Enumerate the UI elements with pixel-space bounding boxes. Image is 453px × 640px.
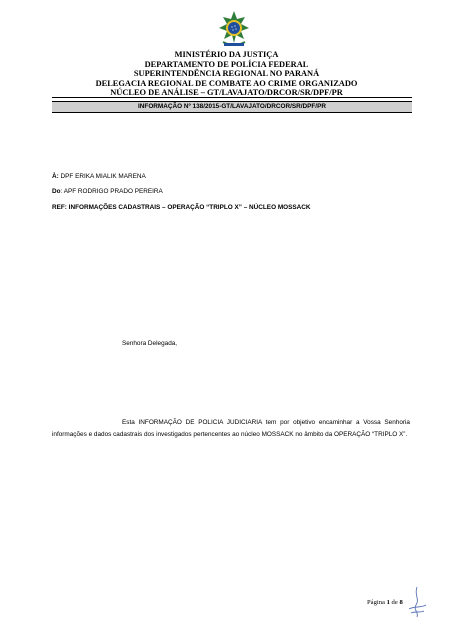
body-text: Esta INFORMAÇÃO DE POLICIA JUDICIARIA tem por objetivo encaminhar a Vossa Senhoria informações e dados cadastrais dos investigados pertencentes ao núcleo MOSSACK no âmbito da OPERAÇÃO “TRIPLO X”. xyxy=(52,419,410,438)
page-total: 8 xyxy=(399,599,403,606)
from-line xyxy=(52,188,163,196)
to-value: DPF ERIKA MIALIK MARENA xyxy=(58,173,146,180)
salutation: Senhora Delegada, xyxy=(122,340,178,347)
page-word: Página xyxy=(367,599,387,606)
header-divider xyxy=(52,97,412,98)
to-label: À: xyxy=(52,173,59,180)
to-line xyxy=(52,173,146,181)
of-word: de xyxy=(389,599,400,606)
page-number: 1 xyxy=(386,599,390,606)
info-title: INFORMAÇÃO Nº 138/2015-GT/LAVAJATO/DRCOR/SR/DPF/PR xyxy=(138,103,326,110)
header-superintendence: SUPERINTENDÊNCIA REGIONAL NO PARANÁ xyxy=(133,69,320,79)
from-value: : APF RODRIGO PRADO PEREIRA xyxy=(60,188,163,195)
ref-line: REF: INFORMAÇÕES CADASTRAIS – OPERAÇÃO “TRIPLO X” – NÚCLEO MOSSACK xyxy=(52,204,311,211)
brasao-seal-icon xyxy=(217,10,251,48)
page-footer xyxy=(367,599,403,606)
signature-mark xyxy=(405,585,429,619)
from-label: Do xyxy=(52,188,61,195)
body-paragraph xyxy=(52,417,410,440)
document-header xyxy=(0,50,453,98)
header-delegacy: DELEGACIA REGIONAL DE COMBATE AO CRIME ORGANIZADO xyxy=(95,78,358,88)
header-nucleus: NÚCLEO DE ANÁLISE – GT/LAVAJATO/DRCOR/SR/DPF/PR xyxy=(110,88,343,98)
info-title-bar xyxy=(52,101,412,113)
header-ministry: MINISTÉRIO DA JUSTIÇA xyxy=(174,50,279,59)
header-department: DEPARTAMENTO DE POLÍCIA FEDERAL xyxy=(144,59,309,69)
